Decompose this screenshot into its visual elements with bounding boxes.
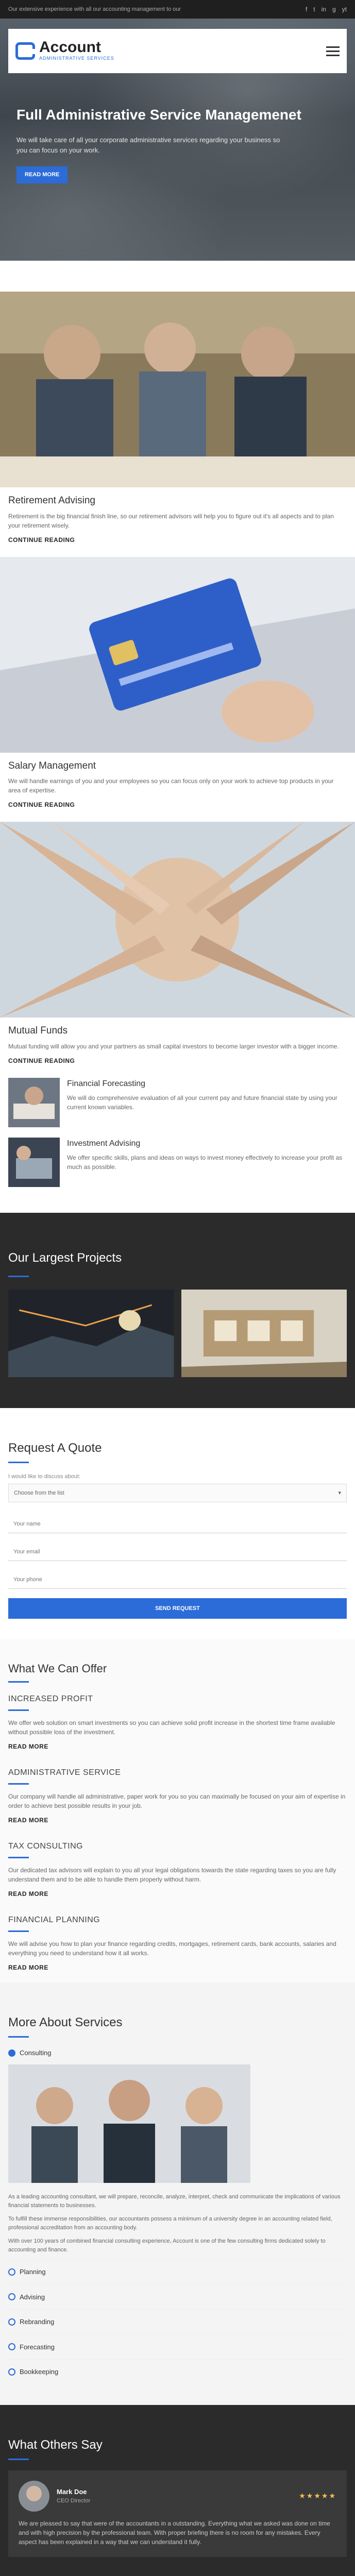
mutual-funds-image <box>0 822 355 1018</box>
offer-item <box>8 1840 347 1904</box>
salary-image <box>0 557 355 753</box>
hero-read-more-button[interactable]: READ MORE <box>16 166 67 183</box>
phone-input[interactable] <box>8 1570 347 1589</box>
quote-title: Request A Quote <box>8 1440 102 1455</box>
avatar <box>19 2481 49 2512</box>
accordion-label: Planning <box>20 2268 46 2276</box>
site-logo[interactable] <box>15 40 114 62</box>
facebook-icon[interactable]: f <box>305 6 308 13</box>
accordion-label: Forecasting <box>20 2343 55 2351</box>
title-underline <box>8 1681 29 1683</box>
service-title: Investment Advising <box>67 1139 141 1148</box>
quote-section <box>0 1408 355 1640</box>
more-about-section <box>0 1982 355 2405</box>
radio-icon <box>8 2368 15 2376</box>
logo-name: Account <box>39 39 101 56</box>
rating-stars-icon: ★★★★★ <box>299 2492 336 2500</box>
retirement-image <box>0 292 355 487</box>
title-underline <box>8 1857 29 1858</box>
google-icon[interactable]: g <box>332 6 336 13</box>
offer-item-text: We offer web solution on smart investments so you can achieve solid profit increase in the shortest time frame available without possible loss of the investment. <box>8 1719 335 1736</box>
offer-item-title: FINANCIAL PLANNING <box>8 1916 100 1924</box>
twitter-icon[interactable]: t <box>313 6 315 13</box>
radio-icon <box>8 2268 15 2276</box>
read-more-link[interactable]: READ MORE <box>8 1964 48 1971</box>
team-image <box>8 2064 250 2183</box>
offer-item-title: ADMINISTRATIVE SERVICE <box>8 1768 121 1777</box>
service-card <box>0 1078 355 1127</box>
accordion-item[interactable] <box>8 2284 347 2310</box>
hero-section <box>0 19 355 261</box>
topic-select[interactable] <box>8 1484 347 1502</box>
read-more-link[interactable]: READ MORE <box>8 1743 48 1750</box>
testimonial-role: CEO Director <box>57 2498 91 2504</box>
project-image[interactable] <box>181 1290 347 1377</box>
accordion-item-consulting[interactable] <box>8 2048 347 2058</box>
service-text: Mutual funding will allow you and your partners as small capital investors to become larger investor with a bigger income. <box>8 1042 339 1050</box>
send-request-button[interactable]: SEND REQUEST <box>8 1598 347 1619</box>
hero-title: Full Administrative Service Managemenet <box>16 107 301 123</box>
top-tagline: Our extensive experience with all our accounting management to our <box>8 6 181 12</box>
email-input[interactable] <box>8 1543 347 1561</box>
service-title: Financial Forecasting <box>67 1079 146 1088</box>
project-image[interactable] <box>8 1290 174 1377</box>
offer-item-title: INCREASED PROFIT <box>8 1694 93 1703</box>
offer-item-text: Our company will handle all administrative, paper work for you so you can maximally be focused on your aim of expertise in order to achieve best possible results in your job. <box>8 1793 346 1809</box>
investment-thumb <box>8 1138 60 1187</box>
service-title: Mutual Funds <box>8 1025 68 1036</box>
testimonial-text: We are pleased to say that were of the accountants in a outstanding. Everything what we asked was done on time and with high precision by the professional team. With proper briefing there is no room for any mistakes. Every aspect has been explained in a way that we can understand it fully. <box>19 2519 330 2546</box>
title-underline <box>8 1462 29 1463</box>
hero-text: We will take care of all your corporate administrative services regarding your business so you can focus on your work. <box>16 136 280 154</box>
service-text: We will do comprehensive evaluation of all your current pay and future financial state by using your current known variables. <box>67 1094 337 1111</box>
offer-title: What We Can Offer <box>8 1662 107 1675</box>
accordion-text: To fulfill these immense responsibilities, our accountants possess a minimum of a university degree in an accounting related field, professional accreditation from an accounting body. <box>8 2216 332 2231</box>
offer-item <box>8 1914 347 1977</box>
select-label: I would like to discuss about: <box>8 1473 81 1480</box>
service-card <box>0 1138 355 1187</box>
accordion-text: As a leading accounting consultant, we will prepare, reconcile, analyze, interpret, check and communicate the implications of various financial statements to businesses. <box>8 2194 341 2209</box>
radio-icon <box>8 2343 15 2350</box>
service-text: Retirement is the big financial finish line, so our retirement advisors will help you to figure out it's all aspects and to plan your retirement wisely. <box>8 512 334 529</box>
projects-section <box>0 1213 355 1408</box>
accordion-label: Rebranding <box>20 2318 55 2326</box>
continue-reading-link[interactable]: CONTINUE READING <box>8 1057 75 1064</box>
title-underline <box>8 1276 29 1277</box>
linkedin-icon[interactable]: in <box>321 6 326 13</box>
main-nav <box>8 29 347 73</box>
name-input[interactable] <box>8 1515 347 1533</box>
logo-sub: ADMINISTRATIVE SERVICES <box>39 56 114 61</box>
testimonials-section <box>0 2405 355 2576</box>
radio-icon <box>8 2049 15 2057</box>
service-title: Retirement Advising <box>8 495 95 506</box>
menu-icon[interactable] <box>326 44 340 59</box>
testimonials-title: What Others Say <box>8 2437 103 2452</box>
title-underline <box>8 1930 29 1932</box>
read-more-link[interactable]: READ MORE <box>8 1817 48 1824</box>
accordion-item[interactable] <box>8 2334 347 2360</box>
chevron-down-icon: ▾ <box>338 1489 341 1496</box>
accordion-item[interactable] <box>8 2359 347 2384</box>
testimonial-card <box>8 2470 347 2557</box>
top-bar <box>0 0 355 19</box>
more-title: More About Services <box>8 2015 123 2029</box>
logo-icon <box>15 42 35 60</box>
read-more-link[interactable]: READ MORE <box>8 1890 48 1897</box>
title-underline <box>8 2459 29 2460</box>
testimonial-name: Mark Doe <box>57 2487 87 2496</box>
title-underline <box>8 2036 29 2038</box>
radio-icon <box>8 2293 15 2300</box>
accordion-item[interactable] <box>8 2259 347 2284</box>
continue-reading-link[interactable]: CONTINUE READING <box>8 536 75 544</box>
offer-section <box>0 1639 355 1982</box>
radio-icon <box>8 2318 15 2326</box>
top-socials <box>306 5 347 14</box>
accordion-label: Advising <box>20 2293 45 2301</box>
youtube-icon[interactable]: yt <box>342 6 347 13</box>
continue-reading-link[interactable]: CONTINUE READING <box>8 801 75 808</box>
accordion-label: Consulting <box>20 2049 52 2057</box>
service-text: We will handle earnings of you and your employees so you can focus only on your work to achieve top products in your area of expertise. <box>8 777 334 794</box>
title-underline <box>8 1709 29 1711</box>
title-underline <box>8 1783 29 1785</box>
offer-item-text: We will advise you how to plan your finance regarding credits, mortgages, retirement cards, bank accounts, salaries and everything you need to understand how it all works. <box>8 1940 336 1957</box>
service-title: Salary Management <box>8 760 96 771</box>
service-text: We offer specific skills, plans and ideas on ways to invest money effectively to increase your profit as much as possible. <box>67 1154 343 1171</box>
forecasting-thumb <box>8 1078 60 1127</box>
offer-item <box>8 1767 347 1830</box>
accordion-item[interactable] <box>8 2309 347 2334</box>
offer-item <box>8 1693 347 1756</box>
accordion-text: With over 100 years of combined financial consulting experience, Account is one of the few consulting firms dedicated solely to accounting and finance. <box>8 2238 326 2253</box>
services-section <box>0 261 355 1187</box>
offer-item-text: Our dedicated tax advisors will explain to you all your legal obligations towards the state regarding taxes so you are fully understand them and to be able to handle them properly without harm. <box>8 1867 336 1883</box>
offer-item-title: TAX CONSULTING <box>8 1842 83 1851</box>
accordion-label: Bookkeeping <box>20 2368 59 2376</box>
select-value: Choose from the list <box>14 1489 64 1496</box>
projects-title: Our Largest Projects <box>8 1250 122 1265</box>
